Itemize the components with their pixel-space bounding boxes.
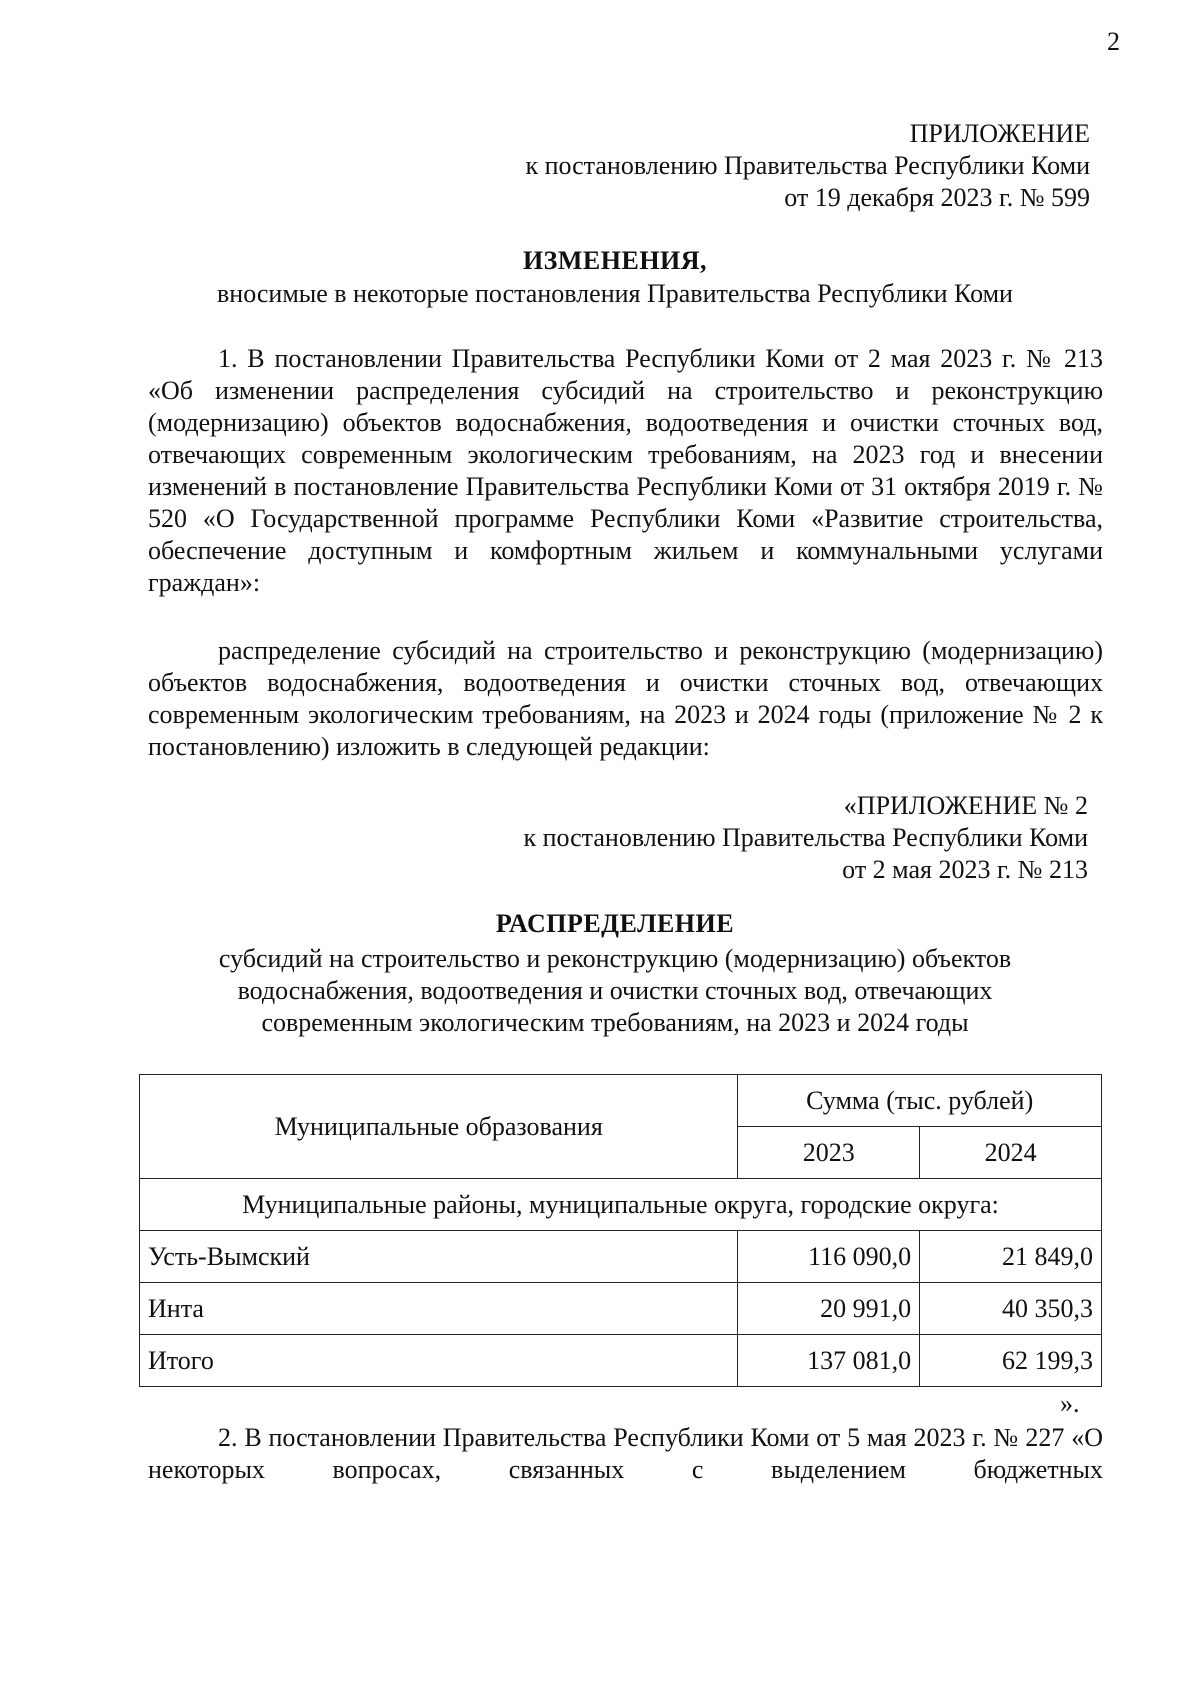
row-value-2024: 21 849,0 [920, 1231, 1102, 1283]
document-title: ИЗМЕНЕНИЯ, [522, 246, 708, 275]
paragraph-1 [148, 343, 1103, 599]
appendix-header-line3: от 19 декабря 2023 г. № 599 [784, 183, 1090, 212]
appendix-header-line1: ПРИЛОЖЕНИЕ [909, 119, 1090, 148]
row-value-2023: 20 991,0 [738, 1283, 920, 1335]
appendix-header-line2: к постановлению Правительства Республики Коми [525, 151, 1090, 180]
table-section-row [140, 1179, 1102, 1231]
row-value-2024: 40 350,3 [920, 1283, 1102, 1335]
table-total-row [140, 1335, 1102, 1387]
row-name: Итого [140, 1335, 738, 1387]
paragraph-3 [148, 1422, 1103, 1486]
paragraph-1-text: 1. В постановлении Правительства Республики Коми от 2 мая 2023 г. № 213 «Об изменении распределения субсидий на строительство и реконструкцию (модернизацию) объектов водоснабжения, водоотведения и очистки сточных вод, отвечающих современным экологическим требованиям, на 2023 год и внесении изменений в постановление Правительства Республики Коми от 31 октября 2019 г. № 520 «О Государственной программе Республики Коми «Развитие строительства, обеспечение доступным и комфортным жильем и коммунальными услугами граждан»: [148, 344, 1103, 597]
distribution-subtitle [140, 943, 1090, 1039]
distribution-subtitle-line3: современным экологическим требованиям, на 2023 и 2024 годы [261, 1008, 969, 1037]
paragraph-2 [148, 635, 1103, 763]
paragraph-2-text: распределение субсидий на строительство и реконструкцию (модернизацию) объектов водоснабжения, водоотведения и очистки сточных вод, отвечающих современным экологическим требованиям, на 2023 и 2024 годы (приложение № 2 к постановлению) изложить в следующей редакции: [148, 636, 1103, 761]
row-value-2024: 62 199,3 [920, 1335, 1102, 1387]
header-municipalities: Муниципальные образования [140, 1075, 738, 1179]
header-year-2023: 2023 [738, 1127, 920, 1179]
header-sum: Сумма (тыс. рублей) [738, 1075, 1102, 1127]
table-row [140, 1283, 1102, 1335]
row-value-2023: 137 081,0 [738, 1335, 920, 1387]
distribution-subtitle-line2: водоснабжения, водоотведения и очистки сточных вод, отвечающих [237, 976, 993, 1005]
distribution-table [139, 1074, 1102, 1387]
appendix-2-header [523, 790, 1088, 886]
section-label: Муниципальные районы, муниципальные округа, городские округа: [140, 1179, 1102, 1231]
paragraph-3-text: 2. В постановлении Правительства Республики Коми от 5 мая 2023 г. № 227 «О некоторых вопросах, связанных с выделением бюджетных [148, 1423, 1103, 1484]
row-value-2023: 116 090,0 [738, 1231, 920, 1283]
appendix-2-header-line1: «ПРИЛОЖЕНИЕ № 2 [843, 791, 1088, 820]
row-name: Инта [140, 1283, 738, 1335]
appendix-header [525, 118, 1090, 214]
table-header-row [140, 1075, 1102, 1127]
page-number: 2 [1107, 27, 1120, 56]
distribution-subtitle-line1: субсидий на строительство и реконструкцию (модернизацию) объектов [218, 944, 1012, 973]
distribution-title: РАСПРЕДЕЛЕНИЕ [495, 909, 735, 938]
document-subtitle: вносимые в некоторые постановления Правительства Республики Коми [217, 279, 1013, 308]
header-year-2024: 2024 [920, 1127, 1102, 1179]
appendix-2-header-line2: к постановлению Правительства Республики Коми [523, 823, 1088, 852]
row-name: Усть-Вымский [140, 1231, 738, 1283]
closing-quote: ». [1060, 1389, 1080, 1418]
appendix-2-header-line3: от 2 мая 2023 г. № 213 [842, 855, 1088, 884]
table-row [140, 1231, 1102, 1283]
